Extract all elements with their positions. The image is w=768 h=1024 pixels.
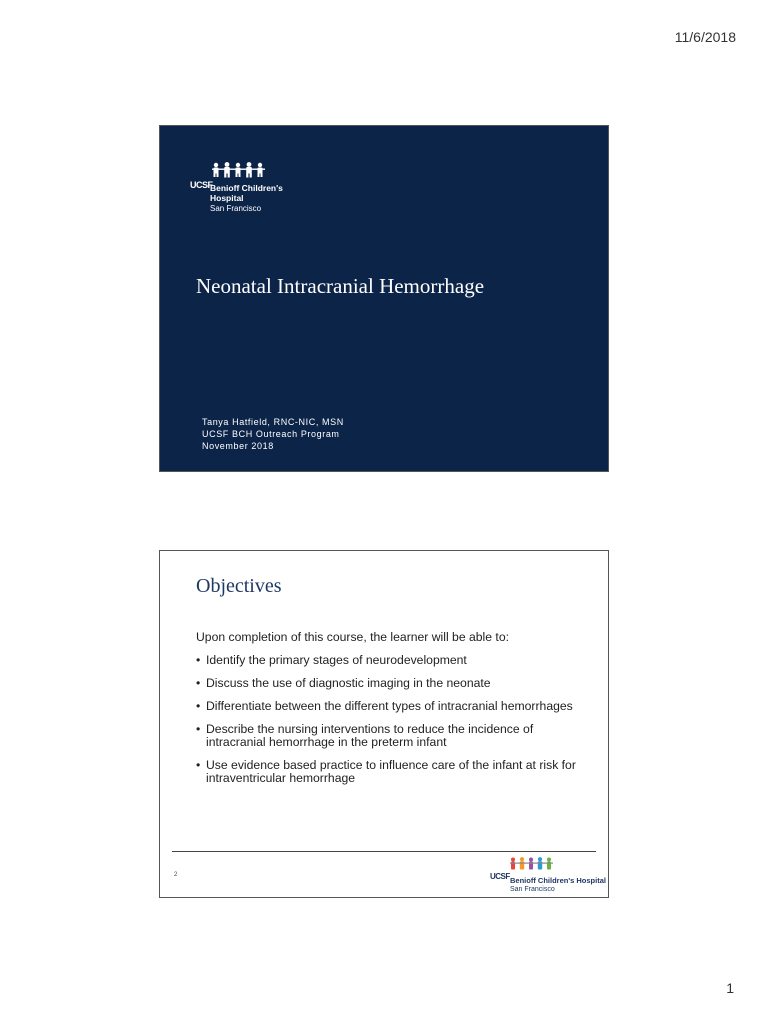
presenter-program: UCSF BCH Outreach Program [202,429,340,439]
presenter-info [202,416,344,452]
bullet-icon: • [196,676,201,690]
objectives-slide [159,550,609,898]
bullet-icon: • [196,699,201,713]
logo-line-2: Hospital [210,193,244,203]
list-item: • Differentiate between the different types of intracranial hemorrhages [196,699,573,713]
colored-children-icon [508,857,560,870]
list-item: • Identify the primary stages of neurodevelopment [196,653,467,667]
title-slide [159,125,609,472]
slide-title: Neonatal Intracranial Hemorrhage [196,274,485,298]
presenter-date: November 2018 [202,441,274,451]
objectives-list [196,654,596,795]
ucsf-wordmark: UCSF [190,180,213,190]
logo-line-1: Benioff Children's [210,183,283,193]
intro-text: Upon completion of this course, the learner will be able to: [196,630,509,644]
ucsf-wordmark: UCSF [490,872,510,881]
children-silhouettes-icon [210,162,270,178]
page-number: 1 [726,980,734,996]
slide-title: Objectives [196,575,282,597]
logo-city: San Francisco [510,886,555,893]
page-date: 11/6/2018 [674,29,736,45]
bullet-icon: • [196,653,201,667]
presenter-name: Tanya Hatfield, RNC-NIC, MSN [202,417,344,427]
logo-hospital-name: Benioff Children's Hospital [510,876,606,885]
list-item: • Use evidence based practice to influence care of the infant at risk for intraventricular hemorrhage [196,758,576,785]
logo-line-3: San Francisco [210,204,262,213]
bullet-icon: • [196,758,201,772]
bullet-icon: • [196,722,201,736]
list-item: • Describe the nursing interventions to reduce the incidence of intracranial hemorrhage in the preterm infant [196,722,534,749]
slide-number: 2 [174,872,178,878]
list-item: • Discuss the use of diagnostic imaging in the neonate [196,676,491,690]
footer-divider [172,851,596,852]
